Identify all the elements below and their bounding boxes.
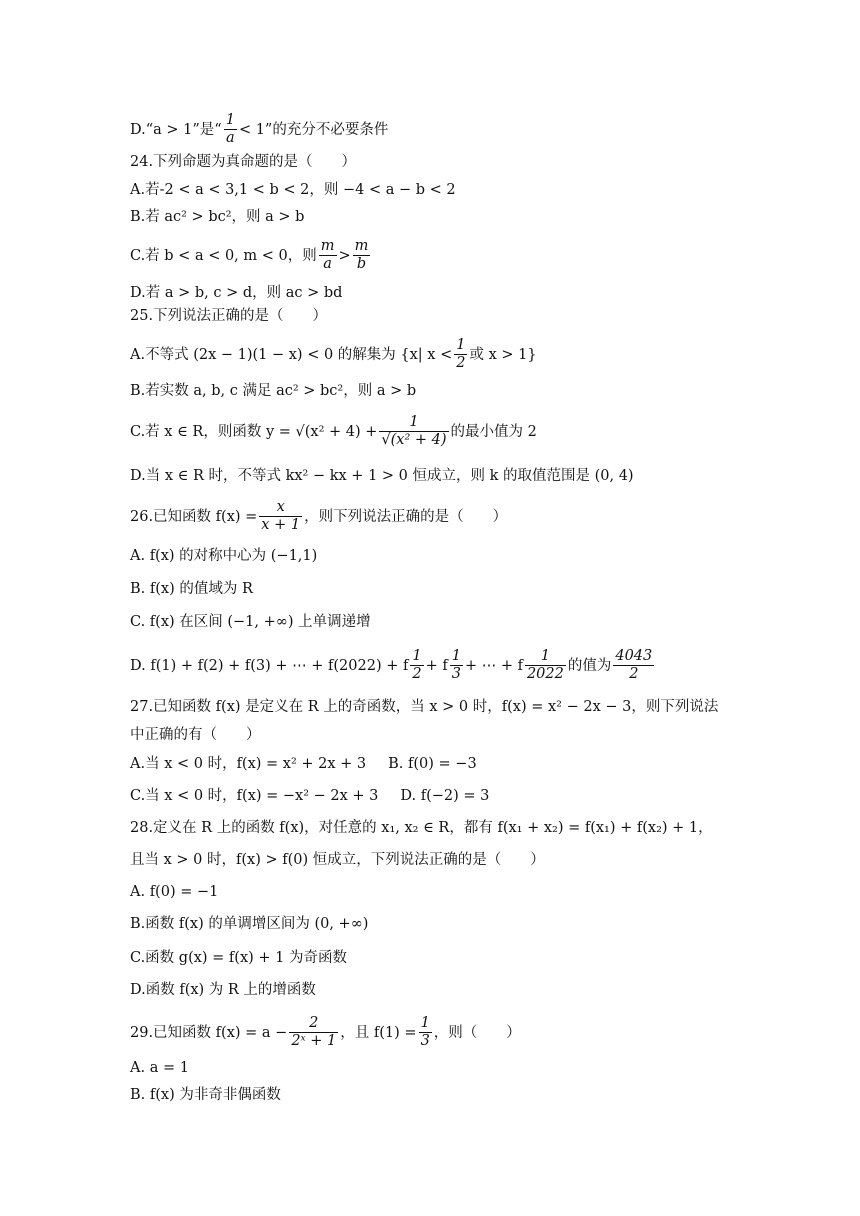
text-line <box>130 499 507 534</box>
text-segment: A. a = 1 <box>130 1060 189 1076</box>
text-segment: C.若 b < a < 0, m < 0，则 <box>130 247 317 264</box>
text-segment: C.若 x ∈ R，则函数 y = √(x² + 4) + <box>130 423 378 440</box>
fraction <box>419 1015 432 1050</box>
fraction-denominator: 2 <box>456 355 466 371</box>
text-segment: B.若 ac² > bc²，则 a > b <box>130 209 305 225</box>
fraction-denominator: b <box>356 256 367 272</box>
text-line <box>130 754 477 774</box>
text-segment: B.若实数 a, b, c 满足 ac² > bc²，则 a > b <box>130 383 417 399</box>
text-segment: 且当 x > 0 时，f(x) > f(0) 恒成立，下列说法正确的是（ ） <box>130 852 545 868</box>
text-line <box>130 381 416 401</box>
fraction-denominator: a <box>323 256 332 272</box>
fraction <box>319 238 337 273</box>
text-segment: D. f(−2) = 3 <box>400 788 490 804</box>
text-segment: B.函数 f(x) 的单调增区间为 (0, +∞) <box>130 916 369 932</box>
fraction-numerator: 4043 <box>615 648 653 664</box>
fraction-denominator: x + 1 <box>261 517 301 533</box>
fraction <box>289 1015 338 1050</box>
text-segment: + f <box>425 657 448 674</box>
text-segment: 29.已知函数 f(x) = a − <box>130 1024 288 1041</box>
text-line <box>130 1015 521 1050</box>
text-line <box>130 238 372 273</box>
text-line <box>130 786 489 806</box>
fraction <box>450 648 463 683</box>
text-line <box>130 414 537 449</box>
text-segment: ，则（ ） <box>433 1024 521 1041</box>
fraction-numerator: 1 <box>456 337 466 353</box>
fraction-numerator: 1 <box>379 414 448 432</box>
text-segment: D.当 x ∈ R 时，不等式 kx² − kx + 1 > 0 恒成立，则 k 的取值范围是 (0, 4) <box>130 468 634 484</box>
text-segment: D.若 a > b, c > d，则 ac > bd <box>130 285 343 301</box>
text-segment: C. f(x) 在区间 (−1, +∞) 上单调递增 <box>130 614 371 630</box>
text-segment: A. f(x) 的对称中心为 (−1,1) <box>130 548 318 564</box>
text-segment: C.当 x < 0 时，f(x) = −x² − 2x + 3 <box>130 788 379 804</box>
fraction <box>259 499 302 534</box>
fraction <box>613 648 654 683</box>
text-segment: < 1”的充分不必要条件 <box>238 121 389 138</box>
text-segment: > <box>338 247 351 264</box>
text-line <box>130 579 253 599</box>
text-segment: D.函数 f(x) 为 R 上的增函数 <box>130 982 316 998</box>
text-segment: 28.定义在 R 上的函数 f(x)，对任意的 x₁, x₂ ∈ R，都有 f(x₁ + x₂) = f(x₁) + f(x₂) + 1， <box>130 820 713 836</box>
text-segment: A.若-2 < a < 3,1 < b < 2，则 −4 < a − b < 2 <box>130 182 456 198</box>
fraction-numerator: 1 <box>225 112 235 128</box>
fraction <box>224 112 237 147</box>
text-segment: B. f(0) = −3 <box>388 756 477 772</box>
fraction-denominator: 2022 <box>526 666 564 682</box>
text-line <box>130 1085 281 1105</box>
fraction <box>379 414 448 449</box>
text-line <box>130 306 327 326</box>
fraction-numerator: 1 <box>525 648 566 666</box>
text-segment: A.当 x < 0 时，f(x) = x² + 2x + 3 <box>130 756 367 772</box>
text-line <box>130 648 656 683</box>
text-segment: ，且 f(1) = <box>340 1024 417 1041</box>
text-line <box>130 283 342 303</box>
text-line <box>130 948 347 968</box>
text-line <box>130 980 316 1000</box>
text-line <box>130 112 388 147</box>
text-segment: A. f(0) = −1 <box>130 884 219 900</box>
text-segment: A.不等式 (2x − 1)(1 − x) < 0 的解集为 {x| x < <box>130 346 453 363</box>
text-line <box>130 337 537 372</box>
fraction-denominator: 2 <box>629 666 639 682</box>
text-segment: 的值为 <box>567 657 612 674</box>
fraction <box>353 238 371 273</box>
text-segment: ，则下列说法正确的是（ ） <box>304 508 508 525</box>
fraction-numerator: m <box>354 238 369 254</box>
text-line <box>130 466 634 486</box>
fraction-denominator: 3 <box>420 1033 430 1049</box>
text-segment: B. f(x) 为非奇非偶函数 <box>130 1087 281 1103</box>
fraction-denominator: 3 <box>451 666 461 682</box>
text-line <box>130 207 304 227</box>
fraction-denominator: a <box>225 130 235 146</box>
text-segment: 的最小值为 2 <box>450 423 537 440</box>
text-line <box>130 818 713 838</box>
fraction-numerator: m <box>320 238 335 254</box>
text-line <box>130 725 261 745</box>
text-segment: B. f(x) 的值域为 R <box>130 581 253 597</box>
fraction-numerator: 1 <box>412 648 422 664</box>
text-segment: 25.下列说法正确的是（ ） <box>130 308 328 324</box>
fraction-denominator: 2ˣ + 1 <box>291 1033 337 1049</box>
fraction <box>525 648 566 683</box>
text-line <box>130 697 718 717</box>
text-segment: 或 x > 1} <box>469 346 537 363</box>
fraction <box>410 648 423 683</box>
text-segment: D.“a > 1”是“ <box>130 121 222 138</box>
fraction-numerator: x <box>259 499 302 517</box>
text-line <box>130 612 371 632</box>
fraction <box>454 337 467 372</box>
fraction-numerator: 1 <box>451 648 461 664</box>
text-line <box>130 546 317 566</box>
text-line <box>130 850 545 870</box>
fraction-numerator: 2 <box>289 1015 338 1033</box>
text-line <box>130 180 456 200</box>
text-segment: 中正确的有（ ） <box>130 727 261 743</box>
fraction-denominator: √(x² + 4) <box>381 432 447 448</box>
text-segment: D. f(1) + f(2) + f(3) + ⋯ + f(2022) + f <box>130 657 409 674</box>
fraction-numerator: 1 <box>420 1015 430 1031</box>
fraction-denominator: 2 <box>412 666 422 682</box>
text-line <box>130 1058 189 1078</box>
text-segment: 26.已知函数 f(x) = <box>130 508 258 525</box>
text-segment: C.函数 g(x) = f(x) + 1 为奇函数 <box>130 950 347 966</box>
text-segment: 27.已知函数 f(x) 是定义在 R 上的奇函数，当 x > 0 时，f(x) = x² − 2x − 3，则下列说法 <box>130 699 719 715</box>
text-segment: 24.下列命题为真命题的是（ ） <box>130 154 357 170</box>
text-line <box>130 882 218 902</box>
text-segment: + ⋯ + f <box>464 657 523 674</box>
text-line <box>130 152 356 172</box>
text-line <box>130 914 368 934</box>
